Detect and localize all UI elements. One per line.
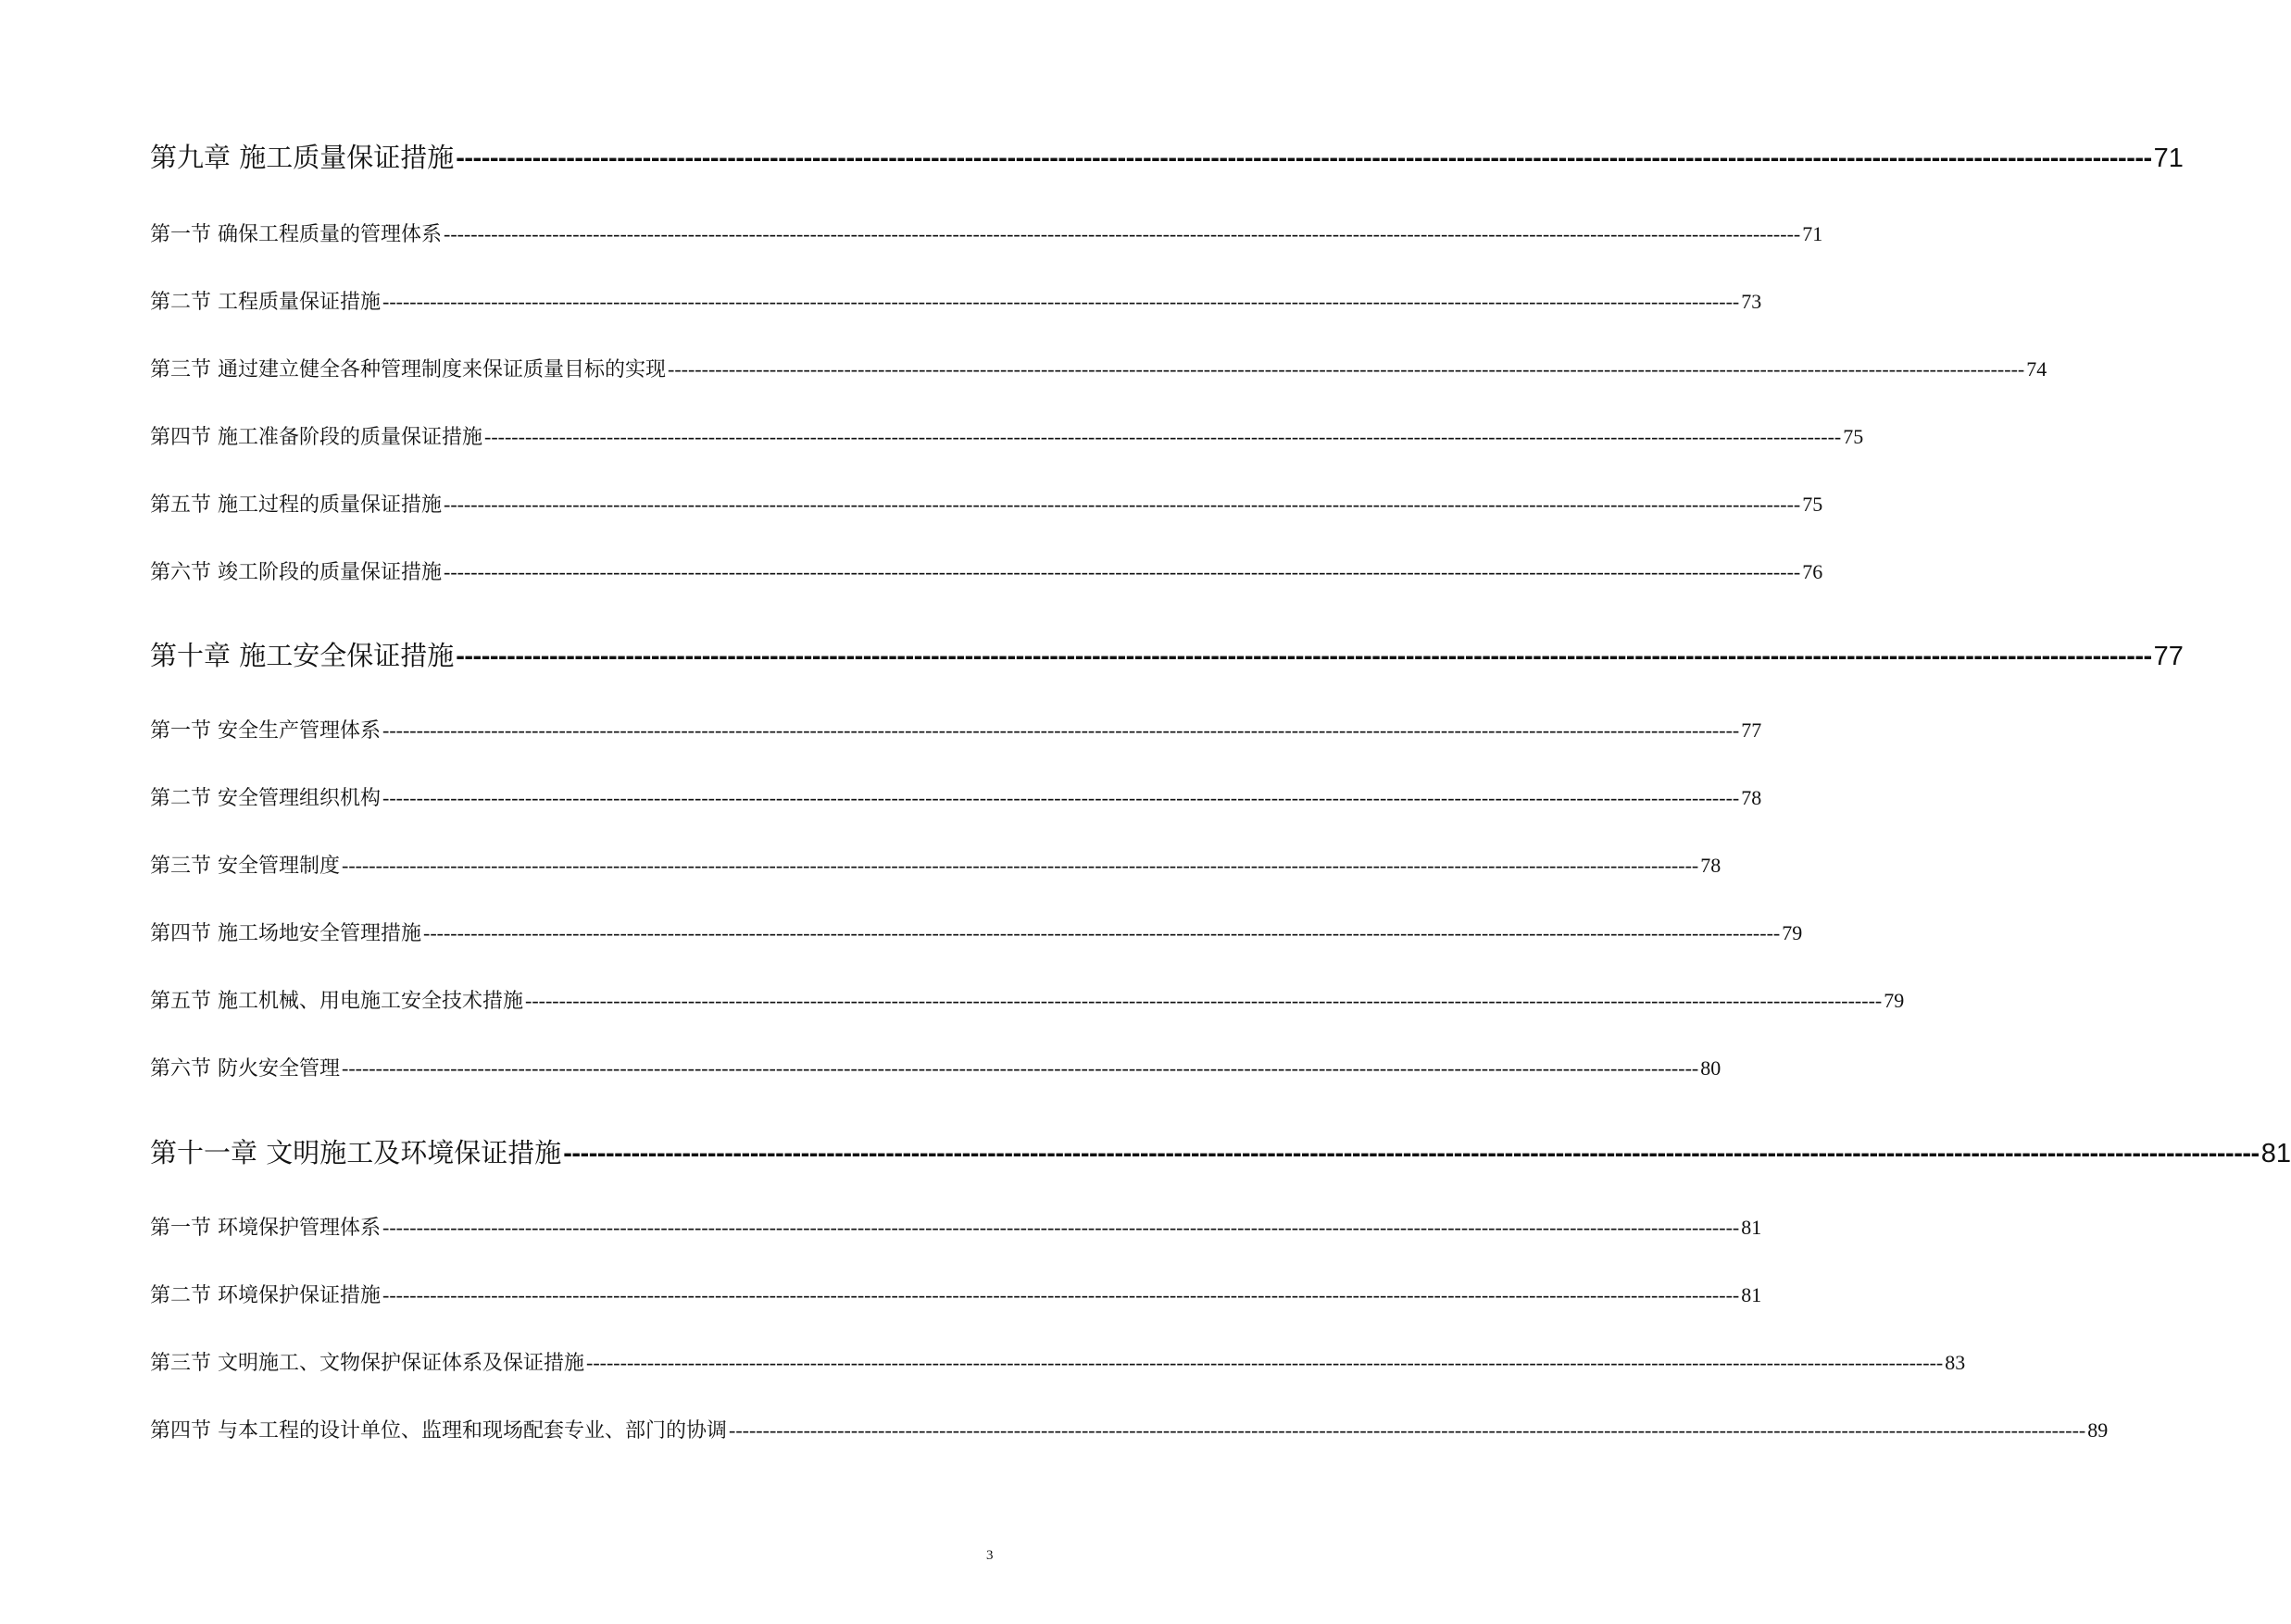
toc-page-number: 71 [1802, 222, 1823, 245]
toc-chapter-11[interactable] [150, 1132, 2291, 1170]
toc-leader: -------------------------------------------------------------------------------------------------------------------------------------------------------------------------------------------------------- [342, 1056, 1699, 1080]
toc-label: 第三节 文明施工、文物保护保证体系及保证措施 [150, 1352, 584, 1375]
toc-section[interactable] [150, 1053, 1721, 1081]
toc-page-number: 75 [1843, 425, 1864, 448]
toc-page-number: 71 [2153, 144, 2184, 173]
toc-section[interactable] [150, 1280, 1762, 1308]
toc-leader: -------------------------------------------------------------------------------------------------------------------------------------------------------------------------------------------------------- [586, 1351, 1944, 1374]
toc-label: 第六节 防火安全管理 [150, 1057, 340, 1081]
toc-section[interactable] [150, 219, 1823, 247]
toc-leader: -------------------------------------------------------------------------------------------------------------------------------------------------------------------------------------------------------- [382, 786, 1740, 809]
toc-leader: -------------------------------------------------------------------------------------------------------------------------------------------------------------------------------------------------------- [456, 144, 2152, 173]
toc-leader: -------------------------------------------------------------------------------------------------------------------------------------------------------------------------------------------------------- [444, 560, 1801, 583]
toc-leader: -------------------------------------------------------------------------------------------------------------------------------------------------------------------------------------------------------- [444, 493, 1801, 516]
toc-page-number: 78 [1741, 786, 1762, 809]
toc-page-number: 89 [2087, 1418, 2109, 1442]
toc-label: 第二节 安全管理组织机构 [150, 787, 381, 810]
toc-section[interactable] [150, 850, 1721, 879]
toc-label: 第三节 安全管理制度 [150, 855, 340, 878]
toc-label: 第十章 施工安全保证措施 [150, 640, 455, 671]
toc-page-number: 77 [2153, 642, 2184, 671]
toc-section[interactable] [150, 1212, 1762, 1241]
toc-section[interactable] [150, 556, 1823, 585]
toc-page-number: 79 [1782, 921, 1803, 944]
toc-label: 第三节 通过建立健全各种管理制度来保证质量目标的实现 [150, 358, 666, 381]
toc-section[interactable] [150, 782, 1762, 811]
toc-page-number: 81 [1741, 1283, 1762, 1306]
toc-leader: -------------------------------------------------------------------------------------------------------------------------------------------------------------------------------------------------------- [525, 989, 1883, 1012]
toc-leader: -------------------------------------------------------------------------------------------------------------------------------------------------------------------------------------------------------- [668, 357, 2025, 381]
toc-section[interactable] [150, 985, 1905, 1014]
toc-page-number: 81 [1741, 1216, 1762, 1239]
toc-leader: -------------------------------------------------------------------------------------------------------------------------------------------------------------------------------------------------------- [382, 290, 1740, 313]
toc-leader: -------------------------------------------------------------------------------------------------------------------------------------------------------------------------------------------------------- [382, 718, 1740, 742]
toc-leader: -------------------------------------------------------------------------------------------------------------------------------------------------------------------------------------------------------- [423, 921, 1781, 944]
toc-leader: -------------------------------------------------------------------------------------------------------------------------------------------------------------------------------------------------------- [729, 1418, 2086, 1442]
toc-label: 第一节 环境保护管理体系 [150, 1217, 381, 1240]
toc-page-number: 81 [2260, 1139, 2291, 1168]
toc-label: 第二节 环境保护保证措施 [150, 1284, 381, 1307]
toc-label: 第四节 施工场地安全管理措施 [150, 922, 421, 945]
toc-label: 第十一章 文明施工及环境保证措施 [150, 1137, 562, 1168]
toc-leader: -------------------------------------------------------------------------------------------------------------------------------------------------------------------------------------------------------- [444, 222, 1801, 245]
toc-section[interactable] [150, 489, 1823, 518]
toc-page-number: 80 [1700, 1056, 1721, 1080]
toc-page-number: 77 [1741, 718, 1762, 742]
toc-page-number: 76 [1802, 560, 1823, 583]
toc-label: 第四节 施工准备阶段的质量保证措施 [150, 426, 482, 449]
footer-page-number: 3 [986, 1548, 994, 1563]
toc-page-number: 83 [1945, 1351, 1966, 1374]
toc-section[interactable] [150, 1415, 2109, 1443]
toc-label: 第五节 施工机械、用电施工安全技术措施 [150, 990, 523, 1013]
toc-label: 第一节 安全生产管理体系 [150, 719, 381, 743]
toc-label: 第二节 工程质量保证措施 [150, 291, 381, 314]
toc-label: 第九章 施工质量保证措施 [150, 142, 455, 173]
toc-label: 第一节 确保工程质量的管理体系 [150, 223, 442, 246]
toc-leader: -------------------------------------------------------------------------------------------------------------------------------------------------------------------------------------------------------- [484, 425, 1842, 448]
toc-leader: -------------------------------------------------------------------------------------------------------------------------------------------------------------------------------------------------------- [563, 1139, 2260, 1168]
toc-label: 第六节 竣工阶段的质量保证措施 [150, 561, 442, 584]
toc-page-number: 79 [1884, 989, 1905, 1012]
toc-section[interactable] [150, 421, 1864, 450]
toc-leader: -------------------------------------------------------------------------------------------------------------------------------------------------------------------------------------------------------- [382, 1283, 1740, 1306]
toc-section[interactable] [150, 354, 2047, 382]
toc-section[interactable] [150, 918, 1803, 946]
toc-leader: -------------------------------------------------------------------------------------------------------------------------------------------------------------------------------------------------------- [342, 854, 1699, 877]
toc-label: 第四节 与本工程的设计单位、监理和现场配套专业、部门的协调 [150, 1419, 727, 1443]
toc-section[interactable] [150, 1347, 1966, 1376]
toc-page-number: 78 [1700, 854, 1721, 877]
toc-label: 第五节 施工过程的质量保证措施 [150, 493, 442, 517]
toc-page-number: 73 [1741, 290, 1762, 313]
toc-chapter-9[interactable] [150, 137, 2184, 175]
toc-leader: -------------------------------------------------------------------------------------------------------------------------------------------------------------------------------------------------------- [456, 642, 2152, 671]
toc-section[interactable] [150, 715, 1762, 743]
toc-section[interactable] [150, 286, 1762, 315]
toc-page-number: 74 [2026, 357, 2047, 381]
toc-chapter-10[interactable] [150, 635, 2184, 673]
toc-page-number: 75 [1802, 493, 1823, 516]
toc-leader: -------------------------------------------------------------------------------------------------------------------------------------------------------------------------------------------------------- [382, 1216, 1740, 1239]
